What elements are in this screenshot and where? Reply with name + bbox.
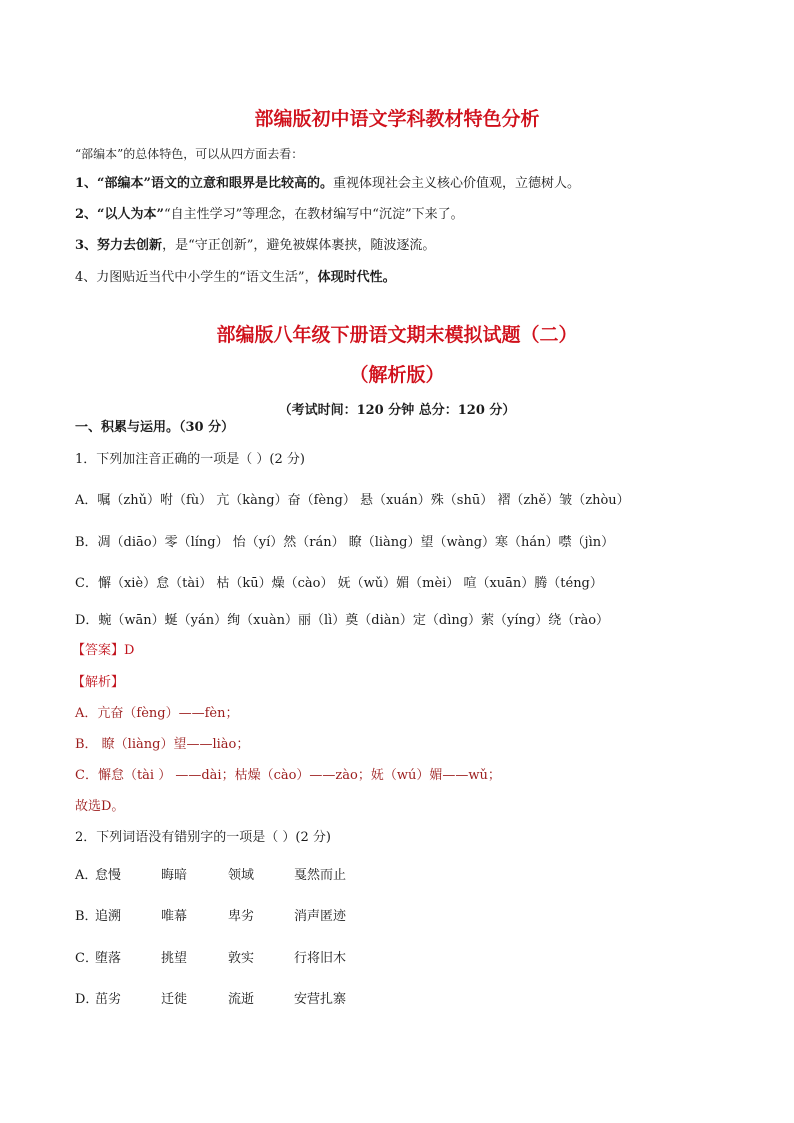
option-word: 领域 (228, 868, 255, 883)
option-letter: A． (75, 868, 98, 883)
question-2-stem: 2．下列词语没有错别字的一项是（ ）(2 分) (75, 830, 331, 845)
option-word: 安营扎寨 (294, 992, 347, 1007)
point-num: 4、 (75, 270, 97, 285)
q1-option-a: A．嘱（zhǔ）咐（fù） 亢（kàng）奋（fèng） 悬（xuán）殊（shū） 褶（zhě）皱（zhòu） (75, 493, 630, 508)
q1-analysis-b: B． 瞭（liàng）望——liào； (75, 737, 250, 752)
section-heading: 一、积累与运用。（30 分） (75, 420, 235, 435)
option-word: 消声匿迹 (294, 909, 347, 924)
point-rest: ，是“守正创新”，避免被媒体裹挟，随波逐流。 (162, 238, 436, 253)
question-1-stem: 1．下列加注音正确的一项是（ ）(2 分) (75, 452, 305, 467)
point-rest: “自主性学习”等理念，在教材编写中“沉淀”下来了。 (164, 207, 464, 222)
intro-text: “部编本”的总体特色，可以从四方面去看： (75, 147, 304, 161)
exam-meta: （考试时间：120 分钟 总分：120 分） (278, 403, 516, 418)
option-word: 敦实 (228, 951, 255, 966)
q1-option-b: B．凋（diāo）零（líng） 怡（yí）然（rán） 瞭（liàng）望（wàng）寒（hán）噤（jìn） (75, 535, 615, 550)
option-word: 戛然而止 (294, 868, 347, 883)
q1-conclusion: 故选D。 (75, 799, 125, 814)
point-3 (75, 238, 435, 254)
point-bold: 努力去创新 (97, 238, 163, 253)
point-rest: 重视体现社会主义核心价值观，立德树人。 (333, 176, 581, 191)
point-num: 2、 (75, 207, 98, 222)
q1-option-c: C．懈（xiè）怠（tài） 枯（kū）燥（cào） 妩（wǔ）媚（mèi） 喧（xuān）腾（téng） (75, 576, 603, 591)
q1-analysis-label: 【解析】 (72, 675, 125, 690)
q1-answer: 【答案】D (72, 643, 135, 658)
point-num: 1、 (75, 176, 98, 191)
q1-option-d: D．蜿（wān）蜒（yán）绚（xuàn）丽（lì）奠（diàn）定（dìng）萦（yíng）绕（rào） (75, 613, 610, 628)
option-word: 晦暗 (161, 868, 188, 883)
option-word: 怠慢 (95, 868, 122, 883)
exam-title: 部编版八年级下册语文期末模拟试题（二） (216, 324, 578, 346)
option-letter: B． (75, 909, 98, 924)
q1-analysis-a: A．亢奋（fèng）——fèn； (75, 706, 239, 721)
point-num: 3、 (75, 238, 98, 253)
point-bold: “部编本”语文的立意和眼界是比较高的。 (97, 176, 334, 191)
q1-analysis-c: C．懈怠（tài ） ——dài；枯燥（cào）——zào；妩（wú）媚——wǔ； (75, 768, 501, 783)
option-word: 堕落 (95, 951, 122, 966)
option-word: 行将旧木 (294, 951, 347, 966)
point-bold: 体现时代性。 (317, 270, 396, 285)
point-plain: 力图贴近当代中小学生的“语文生活”， (96, 270, 318, 285)
option-letter: C． (75, 951, 98, 966)
point-bold: “以人为本” (97, 207, 165, 222)
option-word: 挑望 (161, 951, 188, 966)
option-word: 流逝 (228, 992, 255, 1007)
option-word: 唯幕 (161, 909, 188, 924)
option-word: 茁劣 (95, 992, 122, 1007)
option-letter: D． (75, 992, 99, 1007)
option-word: 卑劣 (228, 909, 255, 924)
point-4 (75, 270, 396, 286)
point-2 (75, 207, 464, 223)
option-word: 追溯 (95, 909, 122, 924)
point-1 (75, 176, 580, 192)
option-word: 迁徙 (161, 992, 188, 1007)
analysis-title: 部编版初中语文学科教材特色分析 (254, 108, 540, 130)
exam-subtitle: （解析版） (349, 364, 445, 386)
